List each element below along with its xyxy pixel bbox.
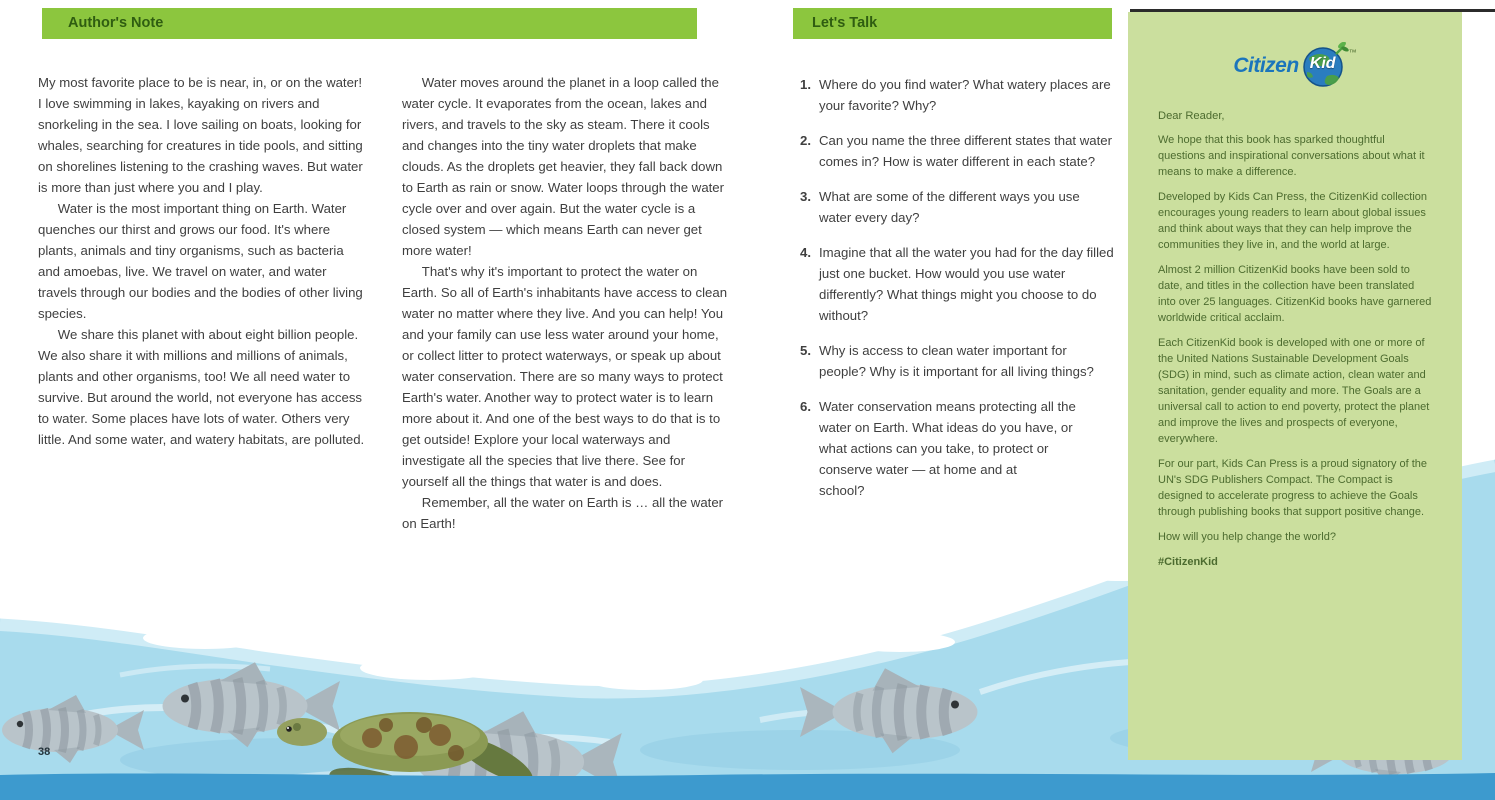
paragraph: Water is the most important thing on Earth. Water quenches our thirst and grows our food. It's where plants, animals and tiny organisms, such as bacteria and amoebas, live. We travel on water, and water travels through our bodies and the bodies of other living species.	[38, 201, 363, 321]
question-text: Why is access to clean water important for people? Why is it important for all living things?	[819, 343, 1094, 379]
question-item	[800, 130, 1114, 172]
question-number: 1.	[800, 77, 811, 92]
page-number: 38	[38, 746, 51, 758]
citizenkid-panel	[1128, 12, 1462, 760]
logo-citizen-text: Citizen	[1233, 54, 1299, 77]
question-number: 3.	[800, 189, 811, 204]
question-text: Where do you find water? What watery places are your favorite? Why?	[819, 77, 1111, 113]
sidebar-paragraph: For our part, Kids Can Press is a proud signatory of the UN's SDG Publishers Compact. The Compact is designed to accelerate progress to achieve the Goals through publishing books that support positive change.	[1158, 458, 1428, 518]
question-item	[800, 340, 1114, 382]
question-number: 5.	[800, 343, 811, 358]
paragraph: My most favorite place to be is near, in, or on the water! I love swimming in lakes, kayaking on rivers and snorkeling in the sea. I love sailing on boats, looking for whales, searching for creatures in tide pools, and sitting on shorelines listening to the crashing waves. But water is more than just where you and I play.	[38, 75, 363, 195]
logo-kid-text: Kid	[1309, 55, 1336, 72]
lets-talk-header	[793, 8, 1112, 39]
question-number: 2.	[800, 133, 811, 148]
question-text: What are some of the different ways you use water every day?	[819, 189, 1080, 225]
question-text: Imagine that all the water you had for the day filled just one bucket. How would you use water differently? What things might you choose to do without?	[819, 245, 1114, 323]
sidebar-paragraph: Each CitizenKid book is developed with one or more of the United Nations Sustainable Development Goals (SDG) in mind, such as climate action, clean water and sanitation, gender equality and more. The Goals are a universal call to action to end poverty, protect the planet and improve the lives and prospects of everyone, everywhere.	[1158, 337, 1430, 445]
page-top-edge	[1130, 9, 1495, 12]
question-item	[800, 74, 1114, 116]
question-text: Water conservation means protecting all the water on Earth. What ideas do you have, or what actions can you take, to protect or conserve water — at home and at school?	[819, 399, 1076, 498]
globe-icon	[1301, 42, 1349, 90]
paragraph: Remember, all the water on Earth is … all the water on Earth!	[402, 495, 724, 531]
question-item	[800, 242, 1114, 326]
authors-note-title: Author's Note	[68, 15, 164, 31]
paragraph: We share this planet with about eight billion people. We also share it with millions and millions of animals, plants and other organisms, too! We all need water to survive. But around the world, not everyone has access to water. Some places have lots of water. Others very little. And some water, and watery habitats, are polluted.	[38, 327, 365, 447]
authors-note-body	[38, 72, 732, 534]
question-number: 4.	[800, 245, 811, 260]
sidebar-paragraph: Almost 2 million CitizenKid books have been sold to date, and titles in the collection have been translated into over 25 languages. CitizenKid books have garnered worldwide critical acclaim.	[1158, 264, 1432, 324]
paragraph: That's why it's important to protect the water on Earth. So all of Earth's inhabitants have access to clean water no matter where they live. And you can help! You and your family can use less water around your home, or collect litter to protect waterways, or speak up about water conservation. There are so many ways to protect Earth's water. Another way to protect water is to learn more about it. And one of the best ways to do that is to get outside! Explore your local waterways and investigate all the species that live there. See for yourself all the things that water is and does.	[402, 264, 728, 489]
question-item	[800, 186, 1114, 228]
question-item	[800, 396, 1114, 556]
letter-greeting: Dear Reader,	[1158, 110, 1225, 122]
citizenkid-hashtag: #CitizenKid	[1158, 556, 1218, 568]
question-text: Can you name the three different states that water comes in? How is water different in each state?	[819, 133, 1112, 169]
paragraph: Water moves around the planet in a loop called the water cycle. It evaporates from the ocean, lakes and rivers, and travels to the sky as steam. There it cools and changes into the tiny water droplets that make clouds. As the droplets get heavier, they fall back down to Earth as rain or snow. Water loops through the water cycle over and over again. But the water cycle is a closed system — which means Earth can never get more water!	[402, 75, 725, 258]
sidebar-paragraph: Developed by Kids Can Press, the CitizenKid collection encourages young readers to learn about global issues and think about ways that they can help improve the communities they live in, and the world at large.	[1158, 191, 1428, 251]
sidebar-closing-question: How will you help change the world?	[1158, 531, 1336, 543]
citizenkid-logo	[1158, 42, 1432, 90]
lets-talk-title: Let's Talk	[812, 15, 878, 31]
trademark-symbol: ™	[1348, 48, 1357, 57]
lets-talk-questions	[800, 74, 1114, 570]
sidebar-paragraph: We hope that this book has sparked thoughtful questions and inspirational conversations about what it means to make a difference.	[1158, 134, 1425, 178]
question-number: 6.	[800, 399, 811, 414]
authors-note-column-2	[402, 72, 732, 534]
authors-note-header	[42, 8, 697, 39]
authors-note-column-1	[38, 72, 368, 534]
